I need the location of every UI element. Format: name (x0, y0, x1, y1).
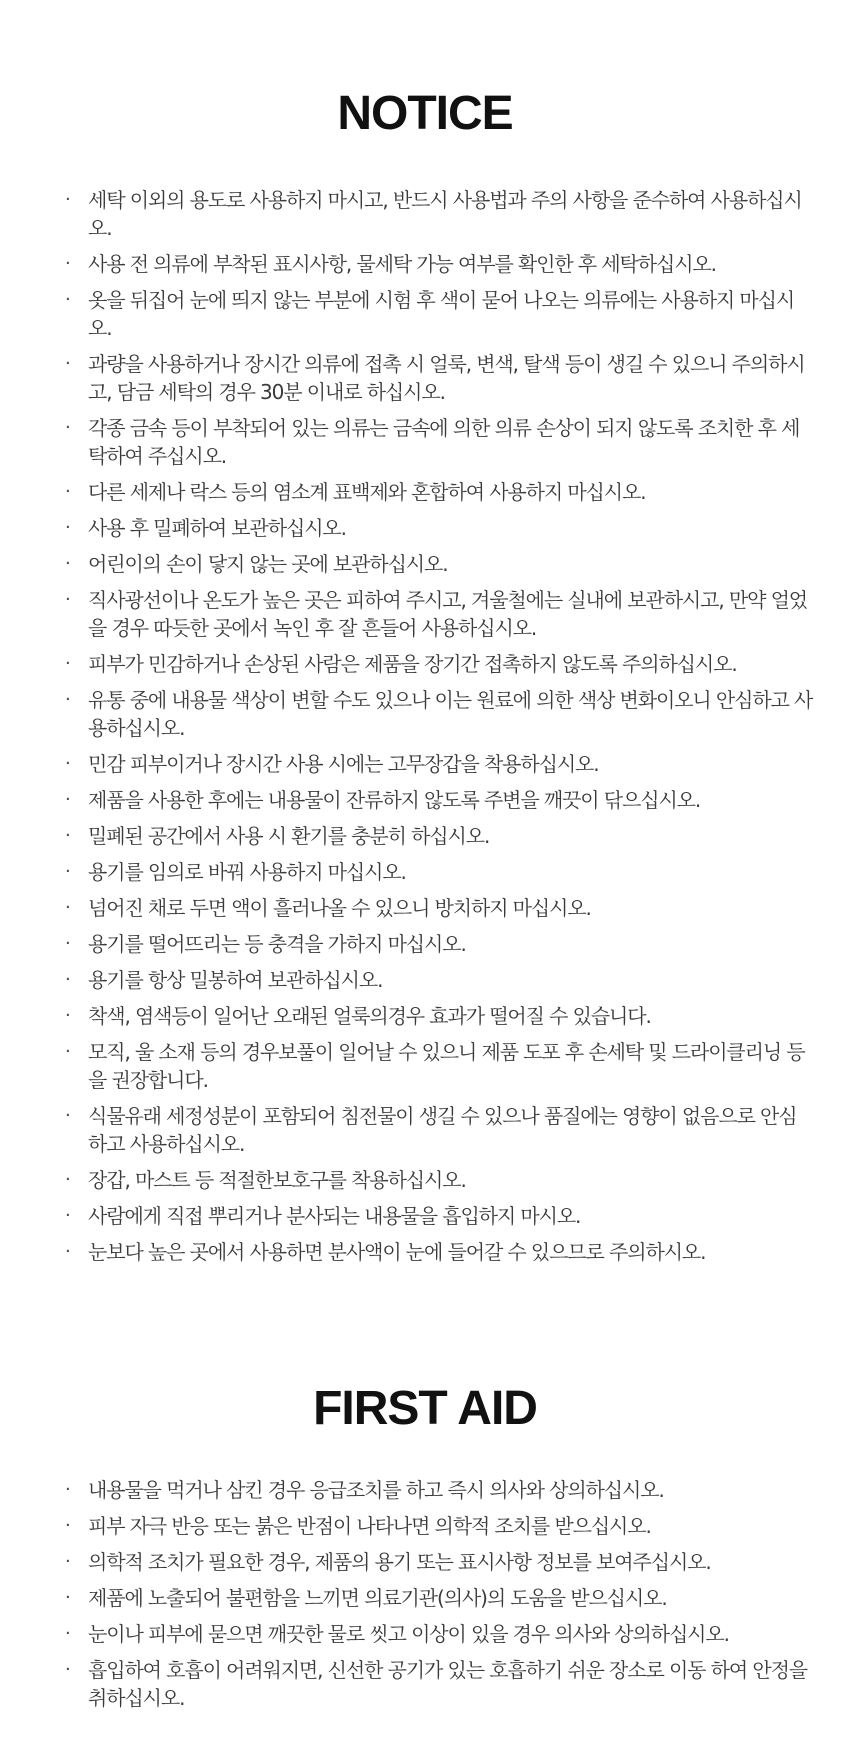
bullet-dot-icon: · (65, 1551, 70, 1572)
notice-item (62, 1102, 814, 1158)
list-item-text: 민감 피부이거나 장시간 사용 시에는 고무장갑을 착용하십시오. (88, 752, 599, 776)
notice-list (62, 186, 814, 1274)
notice-title: NOTICE (337, 87, 513, 140)
list-item-text: 착색, 염색등이 일어난 오래된 얼룩의경우 효과가 떨어질 수 있습니다. (88, 1004, 651, 1028)
bullet-dot-icon: · (65, 1241, 70, 1262)
list-item-text: 의학적 조치가 필요한 경우, 제품의 용기 또는 표시사항 정보를 보여주십시오. (88, 1550, 711, 1574)
list-item-text: 과량을 사용하거나 장시간 의류에 접촉 시 얼룩, 변색, 탈색 등이 생길 수 있으니 주의하시고, 담금 세탁의 경우 30분 이내로 하십시오. (88, 352, 805, 404)
bullet-dot-icon: · (65, 1479, 70, 1500)
list-item-text: 유통 중에 내용물 색상이 변할 수도 있으나 이는 원료에 의한 색상 변화이오니 안심하고 사용하십시오. (88, 688, 813, 740)
list-item-text: 피부 자극 반응 또는 붉은 반점이 나타나면 의학적 조치를 받으십시오. (88, 1514, 651, 1538)
list-item-text: 용기를 떨어뜨리는 등 충격을 가하지 마십시오. (88, 932, 466, 956)
list-item-text: 흡입하여 호흡이 어려워지면, 신선한 공기가 있는 호흡하기 쉬운 장소로 이동 하여 안정을 취하십시오. (88, 1658, 808, 1710)
notice-item (62, 786, 814, 814)
notice-item (62, 1166, 814, 1194)
bullet-dot-icon: · (65, 861, 70, 882)
notice-item (62, 822, 814, 850)
list-item-text: 식물유래 세정성분이 포함되어 침전물이 생길 수 있으나 품질에는 영향이 없음으로 안심하고 사용하십시오. (88, 1104, 797, 1156)
first-aid-item (62, 1620, 814, 1648)
bullet-dot-icon: · (65, 789, 70, 810)
bullet-dot-icon: · (65, 253, 70, 274)
list-item-text: 직사광선이나 온도가 높은 곳은 피하여 주시고, 겨울철에는 실내에 보관하시고, 만약 얼었을 경우 따듯한 곳에서 녹인 후 잘 흔들어 사용하십시오. (88, 588, 808, 640)
notice-item (62, 514, 814, 542)
notice-item (62, 550, 814, 578)
first-aid-item (62, 1548, 814, 1576)
notice-item (62, 250, 814, 278)
bullet-dot-icon: · (65, 753, 70, 774)
notice-item (62, 650, 814, 678)
notice-item (62, 686, 814, 742)
bullet-dot-icon: · (65, 825, 70, 846)
list-item-text: 사용 후 밀폐하여 보관하십시오. (88, 516, 346, 540)
notice-item (62, 350, 814, 406)
notice-item (62, 414, 814, 470)
notice-item (62, 858, 814, 886)
first-aid-item (62, 1584, 814, 1612)
list-item-text: 용기를 항상 밀봉하여 보관하십시오. (88, 968, 383, 992)
list-item-text: 눈이나 피부에 묻으면 깨끗한 물로 씻고 이상이 있을 경우 의사와 상의하십시오. (88, 1622, 729, 1646)
notice-item (62, 1202, 814, 1230)
bullet-dot-icon: · (65, 689, 70, 710)
list-item-text: 사람에게 직접 뿌리거나 분사되는 내용물을 흡입하지 마시오. (88, 1204, 581, 1228)
bullet-dot-icon: · (65, 289, 70, 310)
bullet-dot-icon: · (65, 933, 70, 954)
list-item-text: 피부가 민감하거나 손상된 사람은 제품을 장기간 접촉하지 않도록 주의하십시오. (88, 652, 737, 676)
notice-item (62, 966, 814, 994)
list-item-text: 눈보다 높은 곳에서 사용하면 분사액이 눈에 들어갈 수 있으므로 주의하시오. (88, 1240, 706, 1264)
list-item-text: 장갑, 마스트 등 적절한보호구를 착용하십시오. (88, 1168, 466, 1192)
list-item-text: 모직, 울 소재 등의 경우보풀이 일어날 수 있으니 제품 도포 후 손세탁 및 드라이클리닝 등을 권장합니다. (88, 1040, 805, 1092)
list-item-text: 다른 세제나 락스 등의 염소계 표백제와 혼합하여 사용하지 마십시오. (88, 480, 646, 504)
bullet-dot-icon: · (65, 481, 70, 502)
list-item-text: 내용물을 먹거나 삼킨 경우 응급조치를 하고 즉시 의사와 상의하십시오. (88, 1478, 664, 1502)
bullet-dot-icon: · (65, 897, 70, 918)
bullet-dot-icon: · (65, 1515, 70, 1536)
notice-item (62, 186, 814, 242)
list-item-text: 사용 전 의류에 부착된 표시사항, 물세탁 가능 여부를 확인한 후 세탁하십시오. (88, 252, 716, 276)
bullet-dot-icon: · (65, 553, 70, 574)
notice-item (62, 750, 814, 778)
bullet-dot-icon: · (65, 1587, 70, 1608)
first-aid-item (62, 1512, 814, 1540)
first-aid-title: FIRST AID (313, 1382, 537, 1435)
bullet-dot-icon: · (65, 1659, 70, 1680)
first-aid-item (62, 1656, 814, 1712)
bullet-dot-icon: · (65, 589, 70, 610)
list-item-text: 넘어진 채로 두면 액이 흘러나올 수 있으니 방치하지 마십시오. (88, 896, 591, 920)
bullet-dot-icon: · (65, 189, 70, 210)
list-item-text: 세탁 이외의 용도로 사용하지 마시고, 반드시 사용법과 주의 사항을 준수하여 사용하십시오. (88, 188, 802, 240)
notice-item (62, 894, 814, 922)
bullet-dot-icon: · (65, 1205, 70, 1226)
list-item-text: 제품에 노출되어 불편함을 느끼면 의료기관(의사)의 도움을 받으십시오. (88, 1586, 667, 1610)
notice-item (62, 478, 814, 506)
notice-item (62, 286, 814, 342)
first-aid-item (62, 1476, 814, 1504)
list-item-text: 어린이의 손이 닿지 않는 곳에 보관하십시오. (88, 552, 448, 576)
list-item-text: 용기를 임의로 바꿔 사용하지 마십시오. (88, 860, 406, 884)
notice-item (62, 586, 814, 642)
bullet-dot-icon: · (65, 517, 70, 538)
bullet-dot-icon: · (65, 1005, 70, 1026)
first-aid-list (62, 1476, 814, 1720)
bullet-dot-icon: · (65, 969, 70, 990)
notice-item (62, 930, 814, 958)
notice-item (62, 1002, 814, 1030)
list-item-text: 제품을 사용한 후에는 내용물이 잔류하지 않도록 주변을 깨끗이 닦으십시오. (88, 788, 701, 812)
list-item-text: 각종 금속 등이 부착되어 있는 의류는 금속에 의한 의류 손상이 되지 않도록 조치한 후 세탁하여 주십시오. (88, 416, 800, 468)
bullet-dot-icon: · (65, 1041, 70, 1062)
bullet-dot-icon: · (65, 653, 70, 674)
bullet-dot-icon: · (65, 1105, 70, 1126)
list-item-text: 옷을 뒤집어 눈에 띄지 않는 부분에 시험 후 색이 묻어 나오는 의류에는 사용하지 마십시오. (88, 288, 795, 340)
notice-item (62, 1038, 814, 1094)
list-item-text: 밀폐된 공간에서 사용 시 환기를 충분히 하십시오. (88, 824, 490, 848)
notice-item (62, 1238, 814, 1266)
bullet-dot-icon: · (65, 417, 70, 438)
bullet-dot-icon: · (65, 1169, 70, 1190)
bullet-dot-icon: · (65, 1623, 70, 1644)
bullet-dot-icon: · (65, 353, 70, 374)
